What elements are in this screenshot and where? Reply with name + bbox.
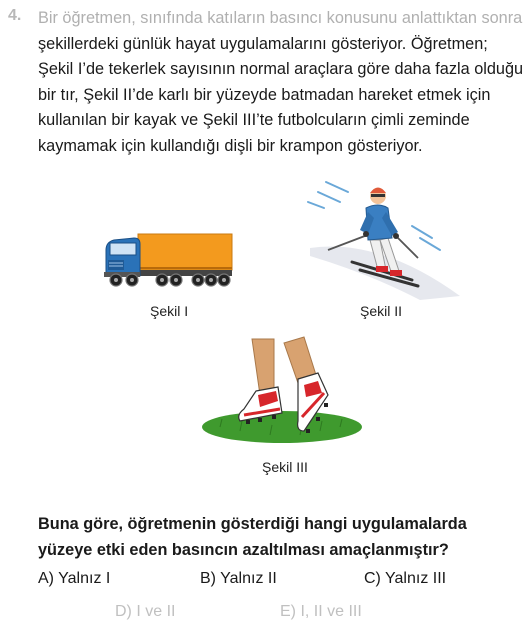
option-b[interactable]: B) Yalnız II [200,570,277,587]
figure-2 [300,178,465,300]
figure-3 [200,335,365,445]
option-c[interactable]: C) Yalnız III [364,570,447,587]
intro-line: bir tır, Şekil II’de karlı bir yüzeyde batmadan hareket etmek için [38,85,491,104]
option-e[interactable]: E) I, II ve III [280,603,362,620]
intro-line: şekillerdeki günlük hayat uygulamalarını gösteriyor. Öğretmen; [38,34,488,53]
intro-line: Bir öğretmen, sınıfında katıların basıncı konusunu anlattıktan sonra [38,9,523,27]
option-d[interactable]: D) I ve II [115,603,176,620]
figure-3-caption: Şekil III [262,459,308,475]
truck-icon [100,228,236,292]
question-intro [38,6,526,160]
intro-line: Şekil I’de tekerlek sayısının normal araçlara göre daha fazla olduğu [38,60,524,79]
question-number: 4. [8,7,22,24]
figure-2-caption: Şekil II [360,303,403,319]
figure-1-caption: Şekil I [150,303,189,319]
skier-icon [300,178,465,300]
option-a[interactable]: A) Yalnız I [38,570,111,587]
football-cleat-icon [200,335,365,445]
intro-line: kaymamak için kullandığı dişli bir krampon gösteriyor. [38,136,423,155]
intro-line: kullanılan bir kayak ve Şekil III’te futbolcuların çimli zeminde [38,111,470,130]
question-prompt [38,511,518,563]
figure-1 [100,228,236,292]
prompt-line: Buna göre, öğretmenin gösterdiği hangi uygulamalarda [38,515,467,533]
prompt-line: yüzeye etki eden basıncın azaltılması amaçlanmıştır? [38,541,449,559]
